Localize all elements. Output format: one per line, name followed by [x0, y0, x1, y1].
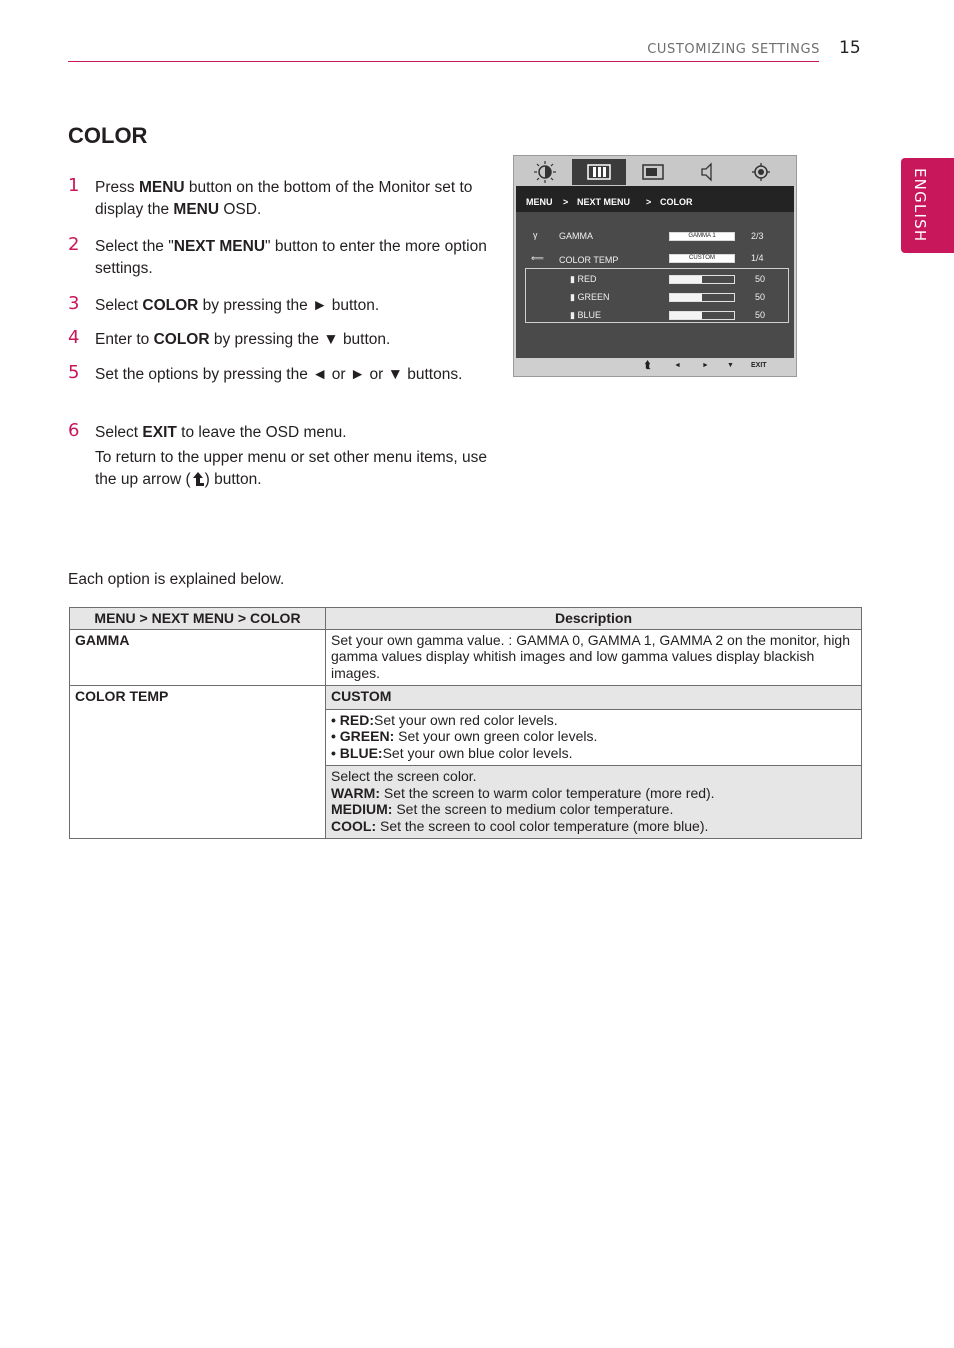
osd-audio-tab: [680, 159, 734, 185]
step-text: Enter to COLOR by pressing the ▼ button.: [95, 331, 391, 348]
step-text: Press MENU button on the bottom of the Monitor set to display the MENU OSD.: [95, 179, 473, 218]
presets-intro: Select the screen color.: [331, 768, 477, 784]
osd-red-value: 50: [755, 274, 766, 284]
osd-color-tab: [572, 159, 626, 185]
list-item: WARM: Set the screen to warm color temperature (more red).: [331, 784, 715, 801]
osd-red-slider: [669, 275, 735, 284]
intro-text: Each option is explained below.: [68, 571, 285, 588]
list-item: MEDIUM: Set the screen to medium color temperature.: [331, 801, 674, 817]
osd-display-tab: [626, 159, 680, 185]
section-title: COLOR: [68, 123, 148, 148]
speaker-icon: [680, 159, 734, 185]
osd-green-value: 50: [755, 292, 766, 302]
color-temp-label: COLOR TEMP: [70, 686, 326, 839]
options-table: [69, 607, 862, 839]
osd-menu-panel: [516, 186, 794, 358]
osd-icon-bar: [514, 156, 796, 186]
osd-exit-button: EXIT: [751, 362, 767, 369]
osd-screenshot: [513, 155, 797, 377]
list-item: • BLUE:Set your own blue color levels.: [331, 744, 573, 761]
osd-blue-slider: [669, 311, 735, 320]
osd-colortemp-count: 1/4: [751, 253, 764, 263]
list-item: • GREEN: Set your own green color levels.: [331, 728, 598, 744]
step-number: 1: [68, 175, 80, 196]
osd-blue-label: ▮ BLUE: [570, 310, 601, 320]
osd-breadcrumb: MENU > NEXT MENU > COLOR: [516, 186, 794, 212]
display-icon: [626, 159, 680, 185]
language-tab-label: ENGLISH: [911, 168, 929, 243]
step-text: Set the options by pressing the ◄ or ► or ▼ buttons.: [95, 366, 463, 383]
table-header-row: [70, 608, 862, 630]
osd-left-button: ◄: [674, 362, 681, 369]
step-text: Select EXIT to leave the OSD menu.: [95, 424, 347, 441]
step-number: 3: [68, 293, 80, 314]
page-number: 15: [839, 38, 861, 58]
osd-colortemp-label: COLOR TEMP: [559, 255, 619, 265]
osd-button-bar: [514, 358, 796, 376]
list-item: • RED:Set your own red color levels.: [331, 711, 558, 728]
gear-icon: [734, 159, 788, 185]
step-number: 5: [68, 362, 80, 383]
running-header-title: CUSTOMIZING SETTINGS: [647, 42, 820, 57]
list-item: COOL: Set the screen to cool color temperature (more blue).: [331, 817, 709, 834]
osd-picture-tab: [518, 159, 572, 185]
osd-colortemp-value: CUSTOM: [669, 254, 735, 263]
osd-green-label: ▮ GREEN: [570, 292, 610, 302]
osd-red-label: ▮ RED: [570, 274, 597, 284]
osd-settings-tab: [734, 159, 788, 185]
header-rule: [68, 61, 819, 62]
custom-heading: CUSTOM: [326, 686, 862, 710]
presets-description: [326, 766, 862, 839]
table-row: [70, 686, 862, 710]
table-header-description: Description: [326, 608, 862, 630]
osd-custom-sliders: [525, 268, 789, 323]
osd-gamma-label: GAMMA: [559, 231, 594, 241]
table-header-menu: MENU > NEXT MENU > COLOR: [70, 608, 326, 630]
step-note: To return to the upper menu or set other menu items, use the up arrow ( ) button.: [95, 449, 488, 488]
osd-gamma-value: GAMMA 1: [669, 232, 735, 241]
osd-blue-value: 50: [755, 310, 766, 320]
step-number: 4: [68, 327, 80, 348]
osd-down-button: ▼: [727, 362, 734, 369]
step-number: 2: [68, 234, 80, 255]
step-text: Select COLOR by pressing the ► button.: [95, 297, 380, 314]
brightness-icon: [518, 159, 572, 185]
arrow-left-icon: ⟸: [531, 253, 544, 263]
step-number: 6: [68, 420, 80, 441]
language-tab: [901, 158, 954, 253]
step-text: Select the "NEXT MENU" button to enter the more option settings.: [95, 238, 487, 277]
osd-gamma-count: 2/3: [751, 231, 764, 241]
custom-description: [326, 709, 862, 766]
osd-right-button: ►: [702, 362, 709, 369]
osd-up-arrow-icon: ⮬: [645, 360, 651, 371]
up-arrow-icon: [191, 471, 205, 487]
color-bars-icon: [572, 159, 626, 185]
gamma-label: GAMMA: [70, 629, 326, 686]
table-row: [70, 629, 862, 686]
gamma-icon: γ: [533, 230, 538, 240]
gamma-description: Set your own gamma value. : GAMMA 0, GAMMA 1, GAMMA 2 on the monitor, high gamma values display whitish images and low gamma values display blackish images.: [326, 629, 862, 686]
osd-green-slider: [669, 293, 735, 302]
